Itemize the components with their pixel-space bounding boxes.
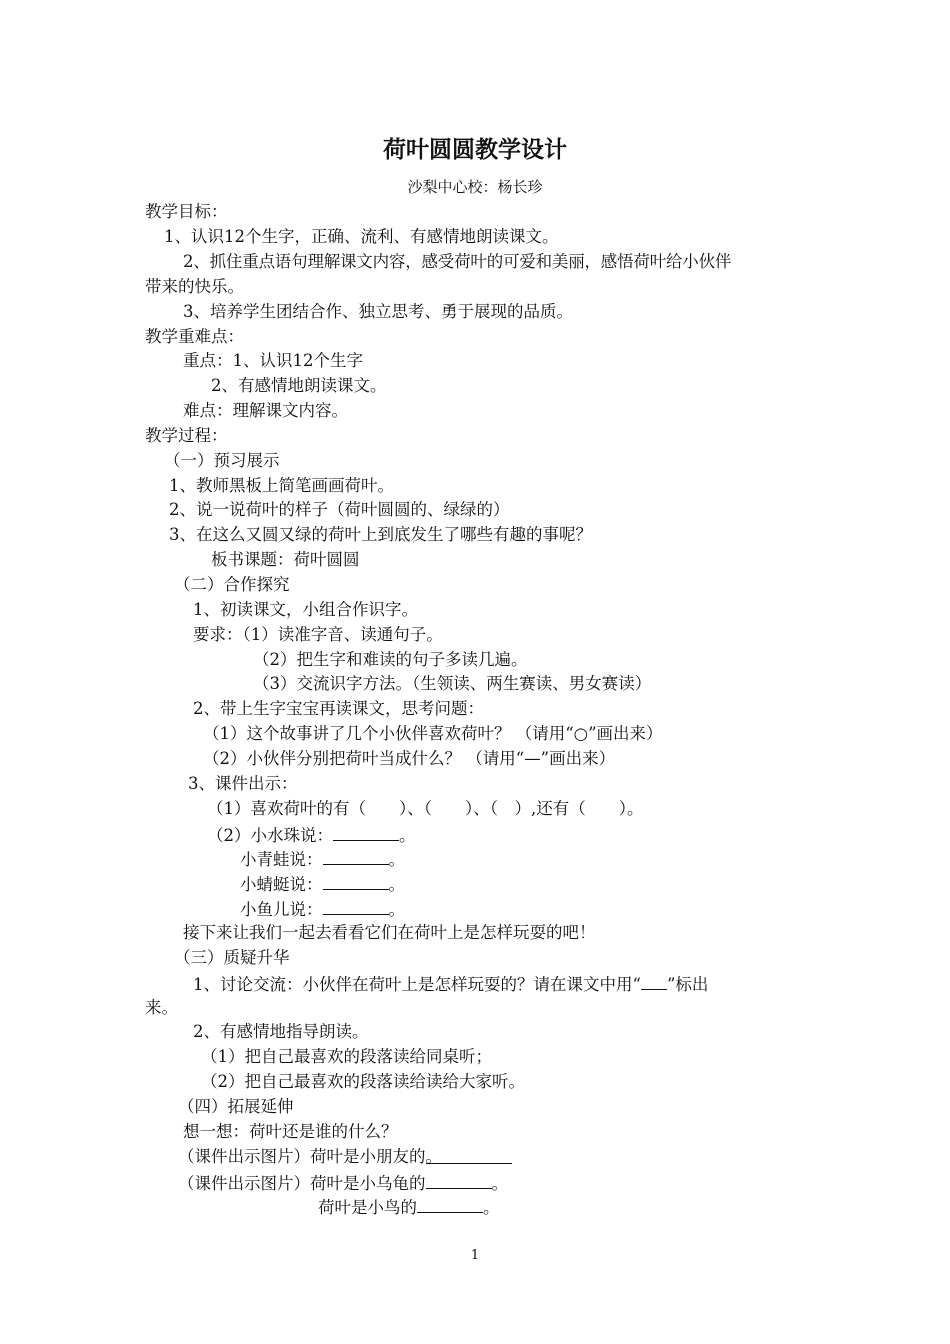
blank-underline: 。: [426, 1147, 512, 1164]
blank-underline: [417, 1196, 483, 1213]
blank-underline: [333, 824, 399, 841]
section-heading: （二）合作探究: [174, 575, 290, 594]
fill-in-line: 小鱼儿说： 。: [240, 900, 405, 919]
text-line: 带来的快乐。: [145, 277, 244, 296]
text-line: 2、抓住重点语句理解课文内容，感受荷叶的可爱和美丽，感悟荷叶给小伙伴: [183, 252, 732, 271]
text-line: 1、认识12个生字，正确、流利、有感情地朗读课文。: [164, 227, 559, 246]
text-line: （1）这个故事讲了几个小伙伴喜欢荷叶？ （请用“○”画出来）: [203, 724, 663, 743]
heading-key-points: 教学重难点：: [145, 327, 244, 346]
text-line: （2）把自己最喜欢的段落读给读给大家听。: [201, 1072, 525, 1091]
text-line: （1）喜欢荷叶的有（ ）、（ ）、（ ）,还有（ ）。: [207, 799, 644, 818]
text-line: （1）把自己最喜欢的段落读给同桌听；: [201, 1047, 492, 1066]
text-line: 来。: [145, 998, 178, 1017]
fill-in-line: （课件出示图片）荷叶是小乌龟的 。: [178, 1174, 508, 1193]
text-line: 2、有感情地朗读课文。: [211, 376, 387, 395]
text-line: 2、说一说荷叶的样子（荷叶圆圆的、绿绿的）: [169, 500, 510, 519]
text-line: 板书课题：荷叶圆圆: [211, 550, 360, 569]
blank-underline: [323, 848, 389, 865]
blank-underline: [641, 973, 667, 990]
fill-in-line: （课件出示图片）荷叶是小朋友的。: [178, 1147, 512, 1167]
fill-in-line: 小青蛙说： 。: [240, 850, 405, 869]
text-line: 1、教师黑板上简笔画画荷叶。: [169, 476, 394, 495]
text-line: （2）把生字和难读的句子多读几遍。: [253, 650, 528, 669]
blank-underline: [426, 1172, 492, 1189]
page-number: 1: [470, 1248, 480, 1263]
text-line: 3、在这么又圆又绿的荷叶上到底发生了哪些有趣的事呢？: [169, 525, 592, 544]
section-heading: （四）拓展延伸: [178, 1097, 294, 1116]
text-line: （2）小伙伴分别把荷叶当成什么？ （请用“—”画出来）: [203, 749, 616, 768]
section-heading: （一）预习展示: [164, 451, 280, 470]
text-line: 想一想：荷叶还是谁的什么？: [183, 1122, 398, 1141]
text-line: 3、培养学生团结合作、独立思考、勇于展现的品质。: [183, 302, 573, 321]
text-line: 重点：1、认识12个生字: [183, 351, 363, 370]
text-line: 2、带上生字宝宝再读课文，思考问题：: [193, 699, 484, 718]
text-line: 1、初读课文，小组合作识字。: [193, 600, 418, 619]
text-line: 难点：理解课文内容。: [183, 401, 348, 420]
text-line: 要求：（1）读准字音、读通句子。: [193, 625, 443, 644]
fill-in-line: 荷叶是小鸟的 。: [318, 1198, 500, 1217]
blank-underline: [323, 898, 389, 915]
author-line: 沙梨中心校：杨长珍: [407, 178, 543, 196]
page-title: 荷叶圆圆教学设计: [383, 137, 567, 163]
heading-objectives: 教学目标：: [145, 202, 228, 221]
blank-underline: [323, 873, 389, 890]
text-line: 1、讨论交流：小伙伴在荷叶上是怎样玩耍的？请在课文中用“ ”标出: [193, 975, 709, 994]
text-line: 接下来让我们一起去看看它们在荷叶上是怎样玩耍的吧！: [183, 923, 596, 942]
fill-in-line: 小蜻蜓说： 。: [240, 875, 405, 894]
section-heading: （三）质疑升华: [174, 948, 290, 967]
heading-process: 教学过程：: [145, 426, 228, 445]
text-line: （3）交流识字方法。（生领读、两生赛读、男女赛读）: [253, 674, 652, 693]
text-line: 3、课件出示：: [188, 774, 298, 793]
fill-in-line: （2）小水珠说： 。: [207, 826, 416, 845]
text-line: 2、有感情地指导朗读。: [193, 1022, 369, 1041]
